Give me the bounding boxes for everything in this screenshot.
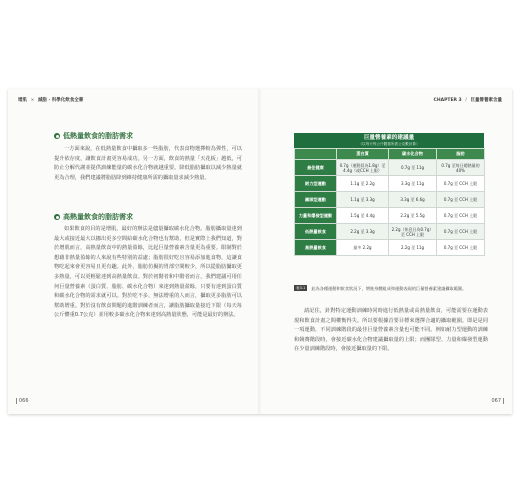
table-title: 巨量營養素的建議量 [294,133,484,142]
table-row [295,176,485,192]
macronutrient-table [294,133,484,256]
row-label: 最佳健康 [295,160,337,176]
caption-text: 此為各種運動和飲食狀況下，增進身體組成和運動表現的巨量營養素建議攝取範圍。 [311,286,467,291]
table-cell: 0.7g 至 CCH 上限 [437,208,485,224]
page-number-left [16,398,29,404]
running-head-part: 增肌 [18,98,27,103]
page-number-right [491,398,504,404]
folio-bar [16,398,17,404]
table-row [295,208,485,224]
row-label: 力量和爆發型運動 [295,208,337,224]
table-cell: 1.1g 至 2.2g [337,176,389,192]
running-head-part: 減脂 [37,98,47,103]
table-header-row [295,149,485,160]
table-cell: 3.3g 至 11g [389,176,437,192]
row-label: 耐力型運動 [295,176,337,192]
table-header-cell: 脂肪 [437,149,485,160]
section-title-text: 高熱量飲食的脂肪需求 [63,213,133,221]
table-cell: 0.7g 至每日總熱量的 40% [437,160,485,176]
table-row [295,160,485,176]
section-title-text: 低熱量飲食的脂肪需求 [63,132,133,140]
row-label: 團隊型運動 [295,192,337,208]
folio-number: 067 [491,398,501,404]
table-cell: 2.2g 至 5.5g [389,208,437,224]
circle-bullet-icon [54,133,60,139]
table-cell: 2.2g 至 11g [389,240,437,256]
table-row [295,240,485,256]
table-grid [294,148,485,256]
table-cell: 最多 2.2g [337,240,389,256]
section-title-high-calorie [54,212,133,222]
circle-bullet-icon [54,214,60,220]
table-cell: 0.7g 至 11g [389,160,437,176]
section-paragraph-low-calorie: 一方面來說，在低熱量飲食中攝取多一些脂肪，代表食物選擇較為彈性，可以提升依存度，讓飲食計畫更容易成功。另一方面，飲食的熱量「天花板」越低，可防止分解代謝並提供訓練能量的碳水化合物就越重要。降低脂肪攝取以減少熱量就更為合理，我們建議將脂肪降到維持健康所需的攝取量求減少熱量。 [54,146,242,181]
chapter-title: 巨量營養素含量 [470,98,502,103]
chapter-label: CHAPTER 3 [433,98,462,103]
body-paragraph: 請記住，針對特定運動訓練時同時進行低熱量或高熱量飲食，可能需要在運動表現和飲食計畫之間權衡得失。所以要根據首要目標來選擇合適的攝取範圍。即是是同一項運動，不同訓練階段的最佳巨量營養素含量也可能不同。例如耐力型運動的訓練和競賽階段時，會接近碳水化合物建議攝取量的上限；而團隊型、力量和爆發型運動在少量訓練階段時，會接近攝取量的下限。 [294,308,488,353]
table-row [295,192,485,208]
right-page [262,89,512,414]
caption-label: 表3.1 [296,286,306,290]
running-head-left: 增肌 × 減脂 · 科學化飲食全書 [18,98,84,103]
running-head-right [434,97,502,103]
folio-number: 066 [19,398,29,404]
section-title-low-calorie [54,131,133,141]
table-cell: 1.5g 至 4.4g [337,208,389,224]
table-header-cell [295,149,337,160]
table-cell: 0.7g 至 CCH 上限 [437,224,485,240]
table-subtitle: （以每天每公斤體重所需公克數計算） [294,142,484,148]
table-cell: 0.7g 至 CCH 上限 [437,240,485,256]
left-page [8,89,258,414]
section-paragraph-high-calorie: 如果飲食的目的是增肌，最好的辦法是儘量攝取碳水化合物。脂肪攝取量達到最大或接近最大以挪出更多空間給碳水化合物也有幫助，但是實際上我們知道，對於增肌而言，高熱量飲食中的熱量盈餘，比起巨量營養素含量更為重要。限制對於想藉非熱量盈餘的人來說有些特別的益處；脂肪很好吃且容易添加進食物，這讓食物吃起來會更容易且更有趣。此外，脂肪仿擬的胃部空間較少，所以從脂肪攝取更多熱量，可以更輕鬆達到高熱量飲食。對於初階者和中階者而言，我們建議可用任何巨量營養素（蛋白質、脂肪、碳水化合物）來達到熱量盈餘，只要有達到蛋白質和碳水化合物的需求就可以。對於吃不多、無法增重的人而言，攝取更多脂肪可以幫助增重。對於沒有飲食問題的進階訓練者而言，讓脂肪攝取量接近下限（每天每公斤體重0.7公克）並用較多碳水化合物來達到高熱量狀態，可能是最好的辦法。 [54,226,242,319]
row-label: 低熱量飲食 [295,224,337,240]
table-caption [294,285,484,292]
table-cell: 0.7g（運動員為1.8g）至4.4g（或CCH 上限） [337,160,389,176]
table-header-cell: 蛋白質 [337,149,389,160]
table-row [295,224,485,240]
running-head-separator: / [465,98,467,103]
folio-bar [503,398,504,404]
table-cell: 1.1g 至 3.3g [337,192,389,208]
table-cell: 3.3g 至 6.6g [389,192,437,208]
running-head-separator: × [30,98,35,103]
table-header-cell: 碳水化合物 [389,149,437,160]
book-spread [8,89,512,414]
table-cell: 0.7g 至 CCH 上限 [437,176,485,192]
running-head-part: 科學化飲食全書 [51,98,84,103]
table-cell: 2.2g（休息日為0.7g）至 CCH 上限 [389,224,437,240]
table-cell: 0.7g 至 CCH 上限 [437,192,485,208]
table-cell: 2.2g 至 3.3g [337,224,389,240]
row-label: 高熱量飲食 [295,240,337,256]
